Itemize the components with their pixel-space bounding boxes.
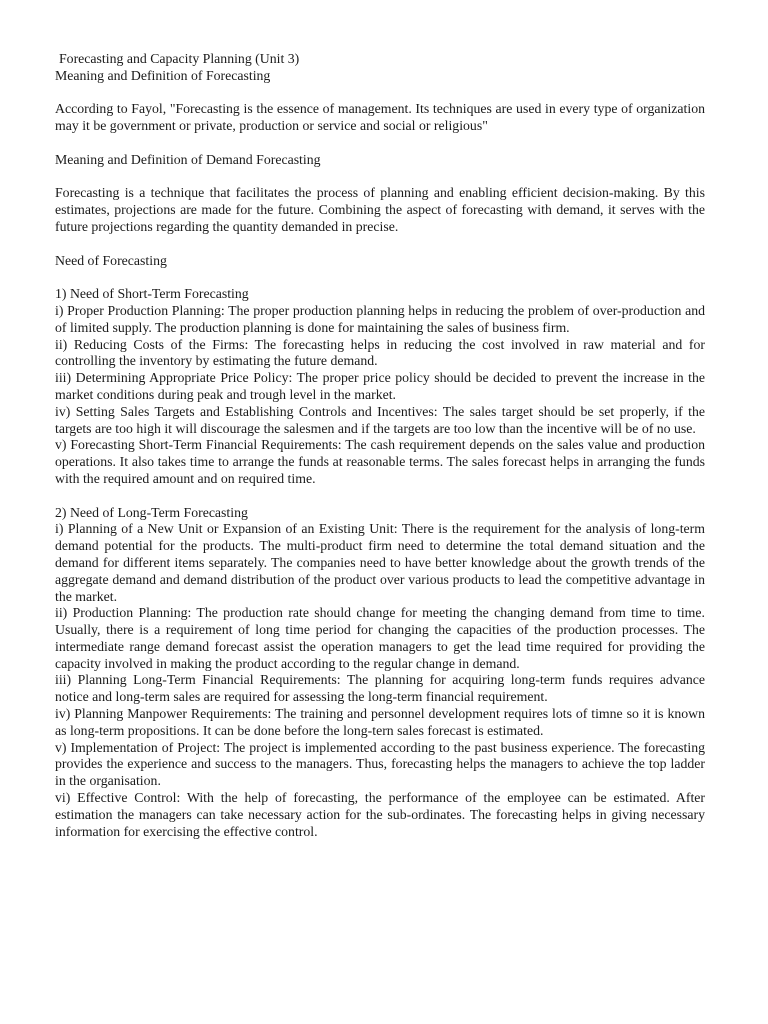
long-term-item: vi) Effective Control: With the help of forecasting, the performance of the employee can be estimated. After estimation the managers can take necessary action for the sub-ordinates. The forecasting helps in giving necessary information for exercising the effective control. [55,790,705,839]
short-term-item: v) Forecasting Short-Term Financial Requirements: The cash requirement depends on the sales value and production operations. It also takes time to arrange the funds at reasonable terms. The sales forecast helps in arranging the funds with the required amount and on required time. [55,437,705,486]
fayol-quote: According to Fayol, "Forecasting is the essence of management. Its techniques are used in every type of organization may it be government or private, production or service and social or religious" [55,101,705,134]
long-term-heading: 2) Need of Long-Term Forecasting [55,504,248,520]
long-term-item: i) Planning of a New Unit or Expansion of an Existing Unit: There is the requirement for the analysis of long-term demand potential for the products. The multi-product firm need to determine the total demand situation and the demand for different items separately. The companies need to have better knowledge about the growth trends of the aggregate demand and demand distribution of the product over various products to lead the competitive advantage in the market. [55,521,705,604]
long-term-item: iv) Planning Manpower Requirements: The training and personnel development requires lots of timne so it is known as long-term propositions. It can be done before the long-tern sales forecast is estimated. [55,706,705,738]
long-term-item: ii) Production Planning: The production rate should change for meeting the changing demand from time to time. Usually, there is a requirement of long time period for changing the capacities of the production processes. The intermediate range demand forecast assist the operation managers to get the lead time required for providing the capacity involved in making the product according to the regular change in demand. [55,605,705,671]
short-term-item: iii) Determining Appropriate Price Policy: The proper price policy should be decided to prevent the increase in the market conditions during peak and trough level in the market. [55,370,705,402]
short-term-item: i) Proper Production Planning: The proper production planning helps in reducing the problem of over-production and of limited supply. The production planning is done for maintaining the sales of business firm. [55,302,705,335]
document-title: Forecasting and Capacity Planning (Unit 3) [59,51,300,66]
demand-forecasting-paragraph: Forecasting is a technique that facilitates the process of planning and enabling efficient decision-making. By this estimates, projections are made for the future. Combining the aspect of forecasting with demand, it serves with the future projections regarding the quantity demanded in precise. [55,185,705,234]
heading-need-of-forecasting: Need of Forecasting [55,252,167,268]
short-term-item: iv) Setting Sales Targets and Establishing Controls and Incentives: The sales target should be set properly, if the targets are too high it will discourage the salesmen and if the targets are too low than the incentive will be of no use. [55,403,705,436]
short-term-item: ii) Reducing Costs of the Firms: The forecasting helps in reducing the cost involved in raw material and for controlling the inventory by estimating the future demand. [55,336,705,369]
short-term-heading: 1) Need of Short-Term Forecasting [55,286,249,302]
heading-demand-forecasting: Meaning and Definition of Demand Forecasting [55,151,321,167]
long-term-item: iii) Planning Long-Term Financial Requirements: The planning for acquiring long-term funds requires advance notice and long-term sales are required for assessing the long-term financial requirement. [55,672,705,705]
long-term-item: v) Implementation of Project: The project is implemented according to the past business experience. The forecasting provides the experience and success to the managers. Thus, forecasting helps the managers to achieve the top ladder in the organisation. [55,739,705,789]
document-page [55,51,705,840]
heading-meaning: Meaning and Definition of Forecasting [55,67,271,83]
